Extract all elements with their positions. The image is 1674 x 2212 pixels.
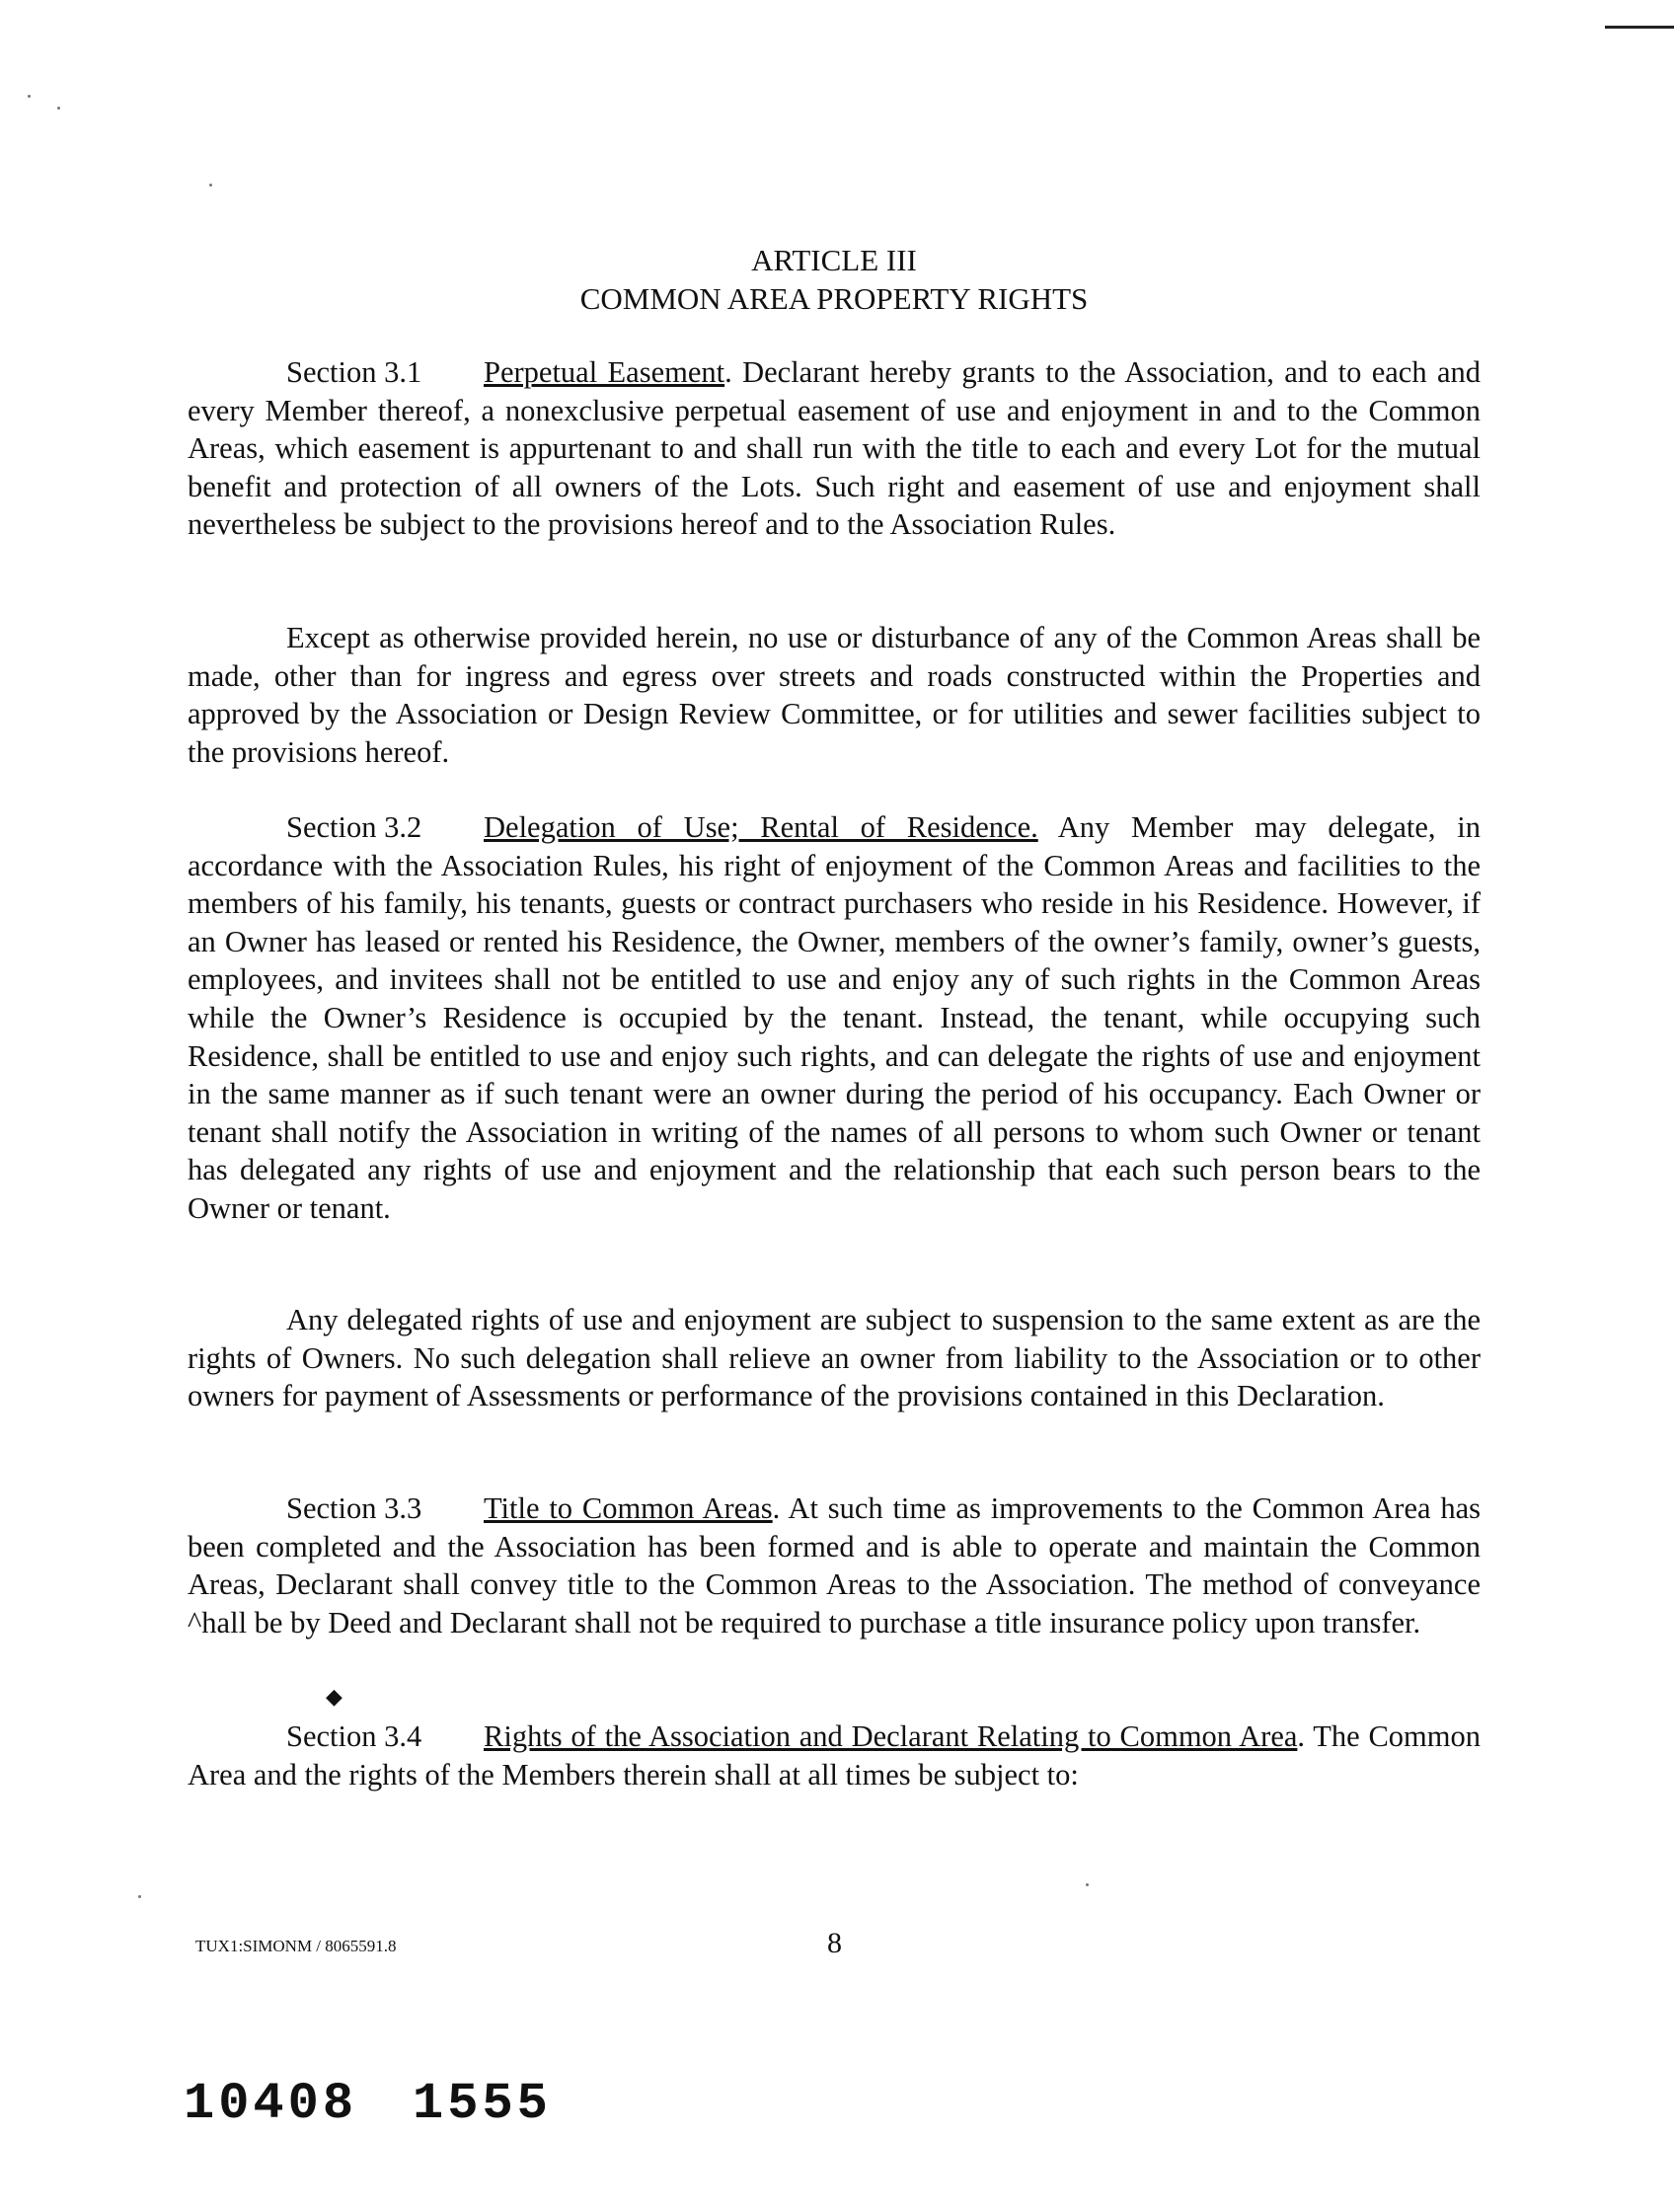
document-reference: TUX1:SIMONM / 8065591.8 [195,1937,397,1955]
section-text: . Declarant hereby grants to the Association, and to each and every Member thereof, a nonexclusive perpetual easement of use and enjoyment in and to the Common Areas, which easement is appurtenant to and shall run with the title to each and every Lot for the mutual benefit and protection of all owners of the Lots. Such right and easement of use and enjoyment shall nevertheless be subject to the provisions hereof and to the Association Rules. [188,355,1481,542]
paragraph-text: Except as otherwise provided herein, no use or disturbance of any of the Common Areas shall be made, other than for ingress and egress over streets and roads constructed within the Properties and approved by the Association or Design Review Committee, or for utilities and sewer facilities subject to the provisions hereof. [188,621,1481,769]
section-number: Section 3.3 [286,1491,422,1525]
scan-speck [209,184,212,187]
paragraph-common-areas-use [188,619,1481,771]
section-text: . At such time as improvements to the Common Area has been completed and the Association has been formed and is able to operate and maintain the Common Areas, Declarant shall convey title to the Common Areas to the Association. The method of conveyance ^hall be by Deed and Declarant shall not be required to purchase a title insurance policy upon transfer. [188,1491,1482,1640]
scan-speck [28,95,31,98]
page-number: 8 [827,1927,842,1959]
scan-speck [57,107,60,110]
article-number: ARTICLE III [751,243,917,277]
section-number: Section 3.1 [286,355,422,389]
paragraph-text: Any delegated rights of use and enjoyment are subject to suspension to the same extent as are the rights of Owners. No such delegation shall relieve an owner from liability to the Association or to other owners for payment of Assessments or performance of the provisions contained in this Declaration. [188,1303,1481,1413]
section-title: Perpetual Easement [484,355,725,389]
section-number: Section 3.2 [286,810,422,844]
stray-mark: ◆ [326,1684,342,1709]
article-title: COMMON AREA PROPERTY RIGHTS [579,281,1089,316]
section-3-4 [188,1717,1481,1793]
section-3-1 [188,353,1481,544]
stamp-book-number: 10408 [184,2075,358,2133]
section-number: Section 3.4 [286,1719,422,1753]
scan-speck [138,1895,141,1898]
scan-speck [1086,1883,1089,1886]
section-text: Any Member may delegate, in accordance with the Association Rules, his right of enjoyment of the Common Areas and facilities to the members of his family, his tenants, guests or contract purchasers who reside in his Residence. However, if an Owner has leased or rented his Residence, the Owner, members of the owner’s family, owner’s guests, employees, and invitees shall not be entitled to use and enjoy any of such rights in the Common Areas while the Owner’s Residence is occupied by the tenant. Instead, the tenant, while occupying such Residence, shall be entitled to use and enjoy such rights, and can delegate the rights of use and enjoyment in the same manner as if such tenant were an owner during the period of his occupancy. Each Owner or tenant shall notify the Association in writing of the names of all persons to whom such Owner or tenant has delegated any rights of use and enjoyment and the relationship that each such person bears to the Owner or tenant. [188,810,1481,1225]
section-text: . The Common Area and the rights of the Members therein shall at all times be subject to: [188,1719,1481,1792]
section-title: Title to Common Areas [484,1491,773,1525]
recording-stamp [184,2075,552,2133]
scan-edge-mark [1605,26,1674,29]
paragraph-delegated-rights [188,1301,1481,1415]
article-heading [188,241,1481,318]
section-3-2 [188,808,1481,1228]
section-3-3 [188,1489,1481,1641]
section-title: Rights of the Association and Declarant Relating to Common Area [484,1719,1298,1753]
section-title: Delegation of Use; Rental of Residence. [484,810,1038,844]
stamp-page-number: 1555 [413,2075,552,2133]
